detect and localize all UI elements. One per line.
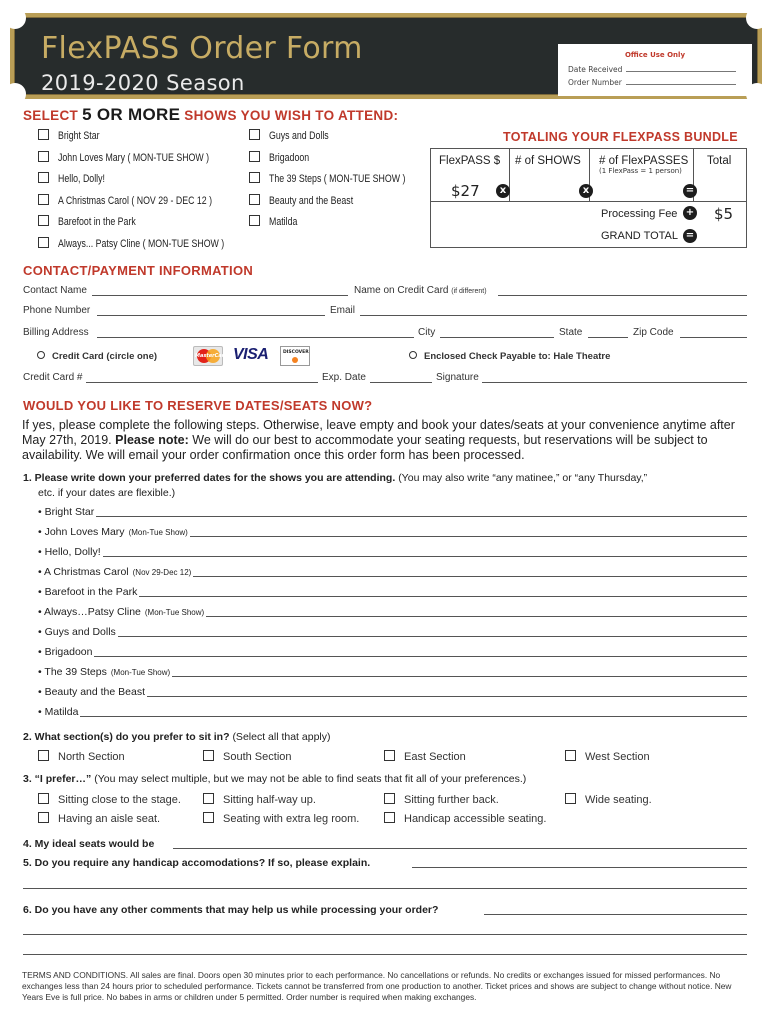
- question-4: 4. My ideal seats would be: [23, 838, 155, 850]
- section-label: West Section: [585, 751, 650, 763]
- date-row: [38, 546, 101, 558]
- date-show-name: Bright Star: [44, 506, 95, 518]
- show-label: A Christmas Carol ( NOV 29 - DEC 12 ): [58, 194, 213, 207]
- comments-field[interactable]: [484, 914, 747, 915]
- billing-address-field[interactable]: [97, 337, 414, 338]
- date-show-name: Brigadoon: [44, 646, 93, 658]
- preference-option[interactable]: [565, 793, 652, 806]
- billing-address-label: Billing Address: [23, 327, 89, 338]
- question-2: 2. What section(s) do you prefer to sit in? (Select all that apply): [23, 731, 331, 743]
- terms-and-conditions: TERMS AND CONDITIONS. All sales are final. Doors open 30 minutes prior to each performance. No cancellations or refunds. No credits or exchanges issued for missed performances. No exchanges less than 24 hours prior to scheduled performance. Tickets cannot be transferred from one production to another. Ticket prices and shows are subject to change without notice. New Years Eve is full price. No babes in arms or children under 5 permitted. Order number is required when making exchanges.: [22, 970, 732, 1002]
- visa-logo[interactable]: VISA: [233, 346, 269, 363]
- date-row: [38, 686, 145, 698]
- select-shows-heading: SELECT 5 OR MORE SHOWS YOU WISH TO ATTEND:: [23, 105, 399, 124]
- date-row: [38, 646, 92, 658]
- office-use-title: Office Use Only: [624, 51, 686, 59]
- checkbox[interactable]: [203, 812, 214, 823]
- check-option[interactable]: Enclosed Check Payable to: Hale Theatre: [409, 351, 610, 362]
- checkbox[interactable]: [384, 750, 395, 761]
- checkbox[interactable]: [203, 793, 214, 804]
- plus-icon: +: [683, 206, 697, 220]
- show-checkbox-item[interactable]: [249, 151, 319, 164]
- show-label: Beauty and the Beast: [269, 194, 354, 207]
- date-entry-field[interactable]: [193, 576, 747, 577]
- exp-date-field[interactable]: [370, 382, 432, 383]
- city-field[interactable]: [440, 337, 554, 338]
- bullet: •: [38, 666, 45, 678]
- date-entry-field[interactable]: [139, 596, 747, 597]
- date-received-label: Date Received: [568, 65, 623, 74]
- show-checkbox-item[interactable]: [38, 129, 110, 142]
- card-number-label: Credit Card #: [23, 372, 83, 383]
- discover-logo[interactable]: DISCOVER: [280, 346, 310, 366]
- signature-field[interactable]: [482, 382, 747, 383]
- date-show-name: Hello, Dolly!: [44, 546, 101, 558]
- credit-card-option[interactable]: Credit Card (circle one): [37, 351, 157, 362]
- date-entry-field[interactable]: [147, 696, 747, 697]
- show-label: Always... Patsy Cline ( MON-TUE SHOW ): [58, 237, 225, 250]
- contact-name-label: Contact Name: [23, 285, 87, 296]
- bullet: •: [38, 646, 45, 658]
- email-field[interactable]: [360, 315, 747, 316]
- preference-label: Handicap accessible seating.: [404, 813, 547, 825]
- date-show-note: (Mon-Tue Show): [144, 608, 205, 617]
- checkbox[interactable]: [38, 172, 49, 183]
- preference-option[interactable]: [203, 793, 316, 806]
- zip-field[interactable]: [680, 337, 747, 338]
- question-5: 5. Do you require any handicap accomodations? If so, please explain.: [23, 857, 371, 869]
- date-entry-field[interactable]: [172, 676, 747, 677]
- header-banner: [10, 13, 762, 99]
- date-entry-field[interactable]: [94, 656, 747, 657]
- show-label: Guys and Dolls: [269, 130, 329, 142]
- show-checkbox-item[interactable]: [38, 194, 251, 207]
- checkbox[interactable]: [38, 812, 49, 823]
- handicap-field[interactable]: [412, 867, 747, 868]
- checkbox[interactable]: [565, 793, 576, 804]
- flexpass-price: $27: [451, 182, 480, 200]
- show-checkbox-item[interactable]: [249, 172, 440, 185]
- bullet: •: [38, 706, 45, 718]
- checkbox[interactable]: [384, 793, 395, 804]
- exp-date-label: Exp. Date: [322, 372, 366, 383]
- show-checkbox-item[interactable]: [38, 215, 155, 228]
- card-number-field[interactable]: [86, 382, 318, 383]
- city-label: City: [418, 327, 436, 338]
- date-entry-field[interactable]: [103, 556, 747, 557]
- state-field[interactable]: [588, 337, 628, 338]
- show-checkbox-item[interactable]: [38, 151, 247, 164]
- date-row: [38, 606, 204, 618]
- show-checkbox-item[interactable]: [249, 215, 304, 228]
- question-1-line2: etc. if your dates are flexible.): [38, 487, 176, 499]
- date-row: [38, 506, 94, 518]
- bullet: •: [38, 606, 45, 618]
- bullet: •: [38, 566, 45, 578]
- checkbox[interactable]: [249, 151, 260, 162]
- show-checkbox-item[interactable]: [249, 129, 344, 142]
- checkbox[interactable]: [38, 750, 49, 761]
- multiply-icon: x: [496, 184, 510, 198]
- preference-label: Sitting close to the stage.: [58, 794, 181, 806]
- processing-fee-value: $5: [714, 205, 734, 223]
- date-show-name: A Christmas Carol: [44, 566, 129, 578]
- signature-label: Signature: [436, 372, 479, 383]
- preference-option[interactable]: [38, 793, 181, 806]
- bullet: •: [38, 546, 45, 558]
- section-option[interactable]: [384, 750, 466, 763]
- name-on-card-label: Name on Credit Card (if different): [354, 285, 487, 296]
- credit-card-radio[interactable]: [37, 351, 45, 359]
- comments-field-line2[interactable]: [23, 934, 747, 935]
- bullet: •: [38, 686, 45, 698]
- bullet: •: [38, 506, 45, 518]
- section-option[interactable]: [203, 750, 292, 763]
- checkbox[interactable]: [249, 172, 260, 183]
- preference-option[interactable]: [203, 812, 359, 825]
- preference-label: Sitting half-way up.: [223, 794, 316, 806]
- show-checkbox-item[interactable]: [38, 237, 266, 250]
- bundle-col-flexpass: FlexPASS $: [439, 155, 501, 167]
- check-radio[interactable]: [409, 351, 417, 359]
- bundle-col-passes: # of FlexPASSES: [599, 155, 689, 167]
- checkbox[interactable]: [38, 151, 49, 162]
- date-entry-field[interactable]: [206, 616, 747, 617]
- show-label: Brigadoon: [269, 151, 310, 164]
- date-entry-field[interactable]: [190, 536, 747, 537]
- zip-label: Zip Code: [633, 327, 674, 338]
- preference-label: Having an aisle seat.: [58, 813, 161, 825]
- email-label: Email: [330, 305, 356, 316]
- section-option[interactable]: [565, 750, 650, 763]
- name-on-card-field[interactable]: [498, 295, 747, 296]
- date-entry-field[interactable]: [80, 716, 747, 717]
- processing-fee-label: Processing Fee: [601, 208, 678, 220]
- reserve-intro: If yes, please complete the following steps. Otherwise, leave empty and book your dates/seats at your convenience anytime after May 27th, 2019. Please note: We will do our best to accommodate your seating requests, but reservations will be subject to availability. We will email your order confirmation once this order form has been processed.: [22, 418, 735, 462]
- show-label: Matilda: [269, 216, 298, 228]
- grand-total-label: GRAND TOTAL: [601, 230, 679, 242]
- equals-icon: =: [683, 184, 697, 198]
- question-6: 6. Do you have any other comments that may help us while processing your order?: [23, 904, 439, 916]
- contact-heading: CONTACT/PAYMENT INFORMATION: [23, 263, 254, 278]
- preference-option[interactable]: [384, 812, 546, 825]
- date-row: [38, 526, 188, 538]
- reserve-heading: WOULD YOU LIKE TO RESERVE DATES/SEATS NOW?: [23, 398, 373, 413]
- equals-icon: =: [683, 229, 697, 243]
- bullet: •: [38, 526, 45, 538]
- question-1: 1. Please write down your preferred dates for the shows you are attending. (You may also write “any matinee,” or “any Thursday,”: [23, 472, 648, 484]
- date-row: [38, 566, 191, 578]
- show-label: Bright Star: [58, 130, 100, 142]
- state-label: State: [559, 327, 583, 338]
- date-show-name: Always…Patsy Cline: [44, 606, 141, 618]
- preference-label: Seating with extra leg room.: [223, 813, 360, 825]
- show-label: Hello, Dolly!: [58, 173, 105, 185]
- show-label: The 39 Steps ( MON-TUE SHOW ): [269, 173, 406, 185]
- question-3: 3. “I prefer…” (You may select multiple, but we may not be able to find seats that fit all of your preferences.): [23, 773, 527, 785]
- checkbox[interactable]: [38, 237, 49, 248]
- office-use-box: [558, 44, 752, 96]
- checkbox[interactable]: [384, 812, 395, 823]
- date-show-note: (Nov 29-Dec 12): [132, 568, 192, 577]
- section-label: North Section: [58, 751, 125, 763]
- date-entry-field[interactable]: [96, 516, 747, 517]
- checkbox[interactable]: [203, 750, 214, 761]
- date-show-name: Beauty and the Beast: [44, 686, 145, 698]
- mastercard-logo[interactable]: MasterCard: [193, 346, 223, 366]
- checkbox[interactable]: [249, 129, 260, 140]
- date-show-name: Guys and Dolls: [44, 626, 116, 638]
- checkbox[interactable]: [249, 194, 260, 205]
- phone-label: Phone Number: [23, 305, 91, 316]
- date-show-name: The 39 Steps: [44, 666, 107, 678]
- checkbox[interactable]: [38, 194, 49, 205]
- contact-name-field[interactable]: [92, 295, 348, 296]
- checkbox[interactable]: [38, 129, 49, 140]
- checkbox[interactable]: [38, 215, 49, 226]
- checkbox[interactable]: [565, 750, 576, 761]
- checkbox[interactable]: [249, 215, 260, 226]
- page-title: FlexPASS Order Form: [41, 31, 363, 66]
- bundle-col-total: Total: [707, 155, 732, 167]
- date-show-name: Barefoot in the Park: [44, 586, 138, 598]
- show-label: Barefoot in the Park: [58, 216, 136, 228]
- bullet: •: [38, 586, 45, 598]
- date-row: [38, 706, 78, 718]
- season-subtitle: 2019-2020 Season: [41, 71, 245, 95]
- checkbox[interactable]: [38, 793, 49, 804]
- phone-field[interactable]: [97, 315, 325, 316]
- show-label: John Loves Mary ( MON-TUE SHOW ): [58, 151, 210, 164]
- order-number-label: Order Number: [568, 78, 622, 87]
- bundle-col-shows: # of SHOWS: [515, 155, 581, 167]
- handicap-field-line2[interactable]: [23, 888, 747, 889]
- bundle-table: [430, 148, 747, 248]
- section-option[interactable]: [38, 750, 125, 763]
- ideal-seats-field[interactable]: [173, 848, 747, 849]
- preference-option[interactable]: [384, 793, 499, 806]
- preference-label: Wide seating.: [585, 794, 652, 806]
- section-label: East Section: [404, 751, 466, 763]
- comments-field-line3[interactable]: [23, 954, 747, 955]
- order-number-line: [626, 84, 736, 85]
- preference-option[interactable]: [38, 812, 160, 825]
- bundle-heading: TOTALING YOUR FLEXPASS BUNDLE: [503, 130, 738, 144]
- date-row: [38, 626, 116, 638]
- date-received-line: [626, 71, 736, 72]
- date-show-name: Matilda: [44, 706, 79, 718]
- section-label: South Section: [223, 751, 292, 763]
- date-show-note: (Mon-Tue Show): [128, 528, 188, 537]
- date-entry-field[interactable]: [118, 636, 747, 637]
- date-row: [38, 586, 137, 598]
- show-checkbox-item[interactable]: [38, 172, 117, 185]
- show-checkbox-item[interactable]: [249, 194, 374, 207]
- multiply-icon: x: [579, 184, 593, 198]
- date-show-name: John Loves Mary: [44, 526, 125, 538]
- date-show-note: (Mon-Tue Show): [110, 668, 171, 677]
- bullet: •: [38, 626, 45, 638]
- preference-label: Sitting further back.: [404, 794, 499, 806]
- bundle-col-passes-note: (1 FlexPass = 1 person): [599, 167, 682, 175]
- date-row: [38, 666, 170, 678]
